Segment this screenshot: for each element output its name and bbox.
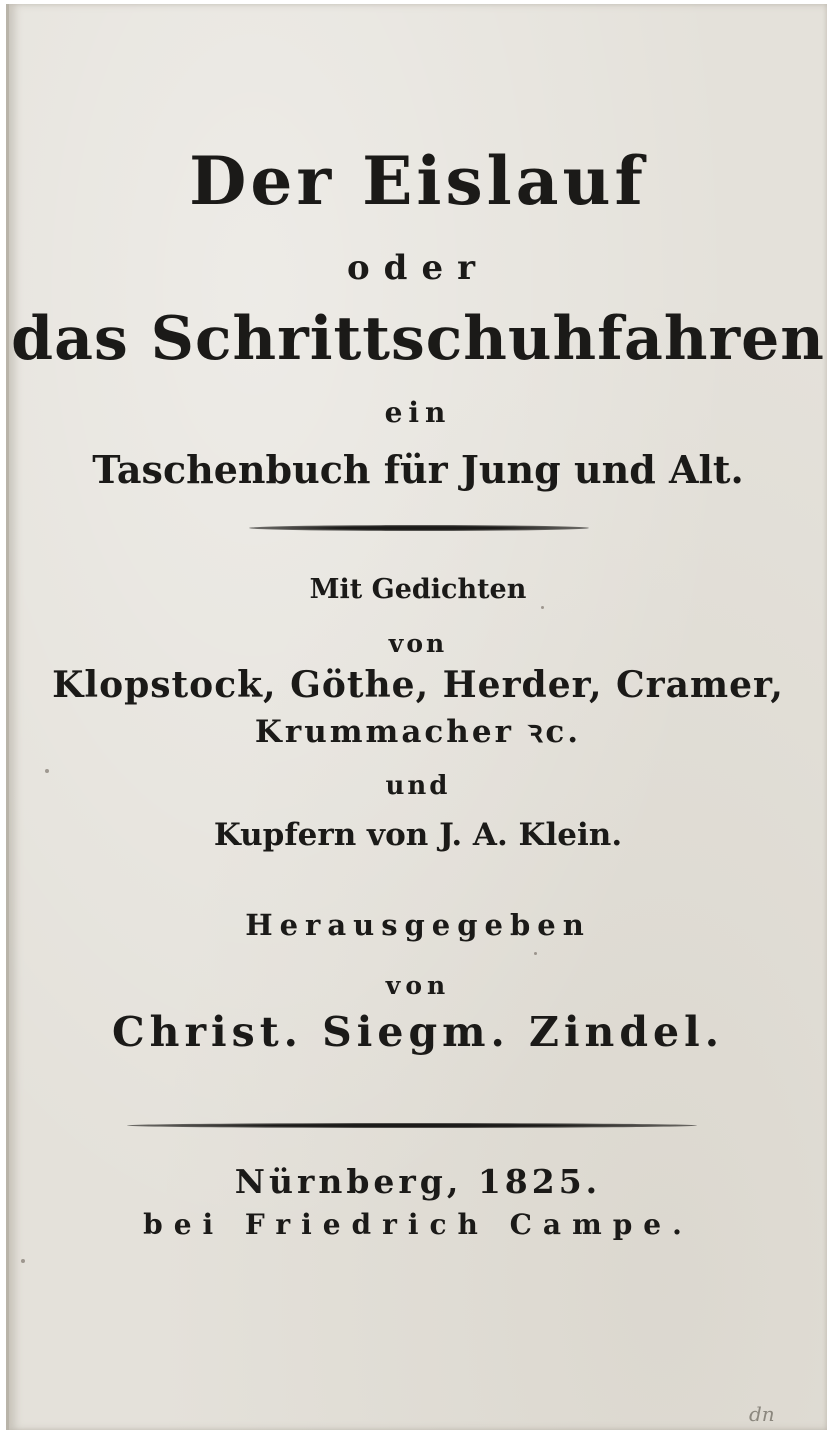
title-page	[6, 4, 827, 1430]
connector-ein: ein	[384, 396, 452, 429]
editor-name: Christ. Siegm. Zindel.	[112, 1008, 724, 1056]
connector-und: und	[385, 771, 451, 801]
contents-intro: Mit Gedichten	[309, 574, 527, 605]
connector-von-2: von	[385, 971, 451, 1000]
paper-speck	[21, 1259, 25, 1263]
ornamental-rule-bottom	[127, 1123, 697, 1128]
title-line-1: Der Eislauf	[189, 142, 647, 220]
engravings-credit: Kupfern von J. A. Klein.	[213, 817, 623, 853]
pencil-annotation: dn	[749, 1402, 775, 1426]
edited-by: Herausgegeben	[245, 908, 591, 942]
publisher: bei Friedrich Campe.	[143, 1208, 693, 1241]
poets-line-2: Krummacher ꝛc.	[254, 714, 582, 750]
connector-oder: oder	[347, 248, 489, 288]
paper-speck	[45, 769, 49, 773]
connector-von-1: von	[388, 629, 448, 658]
subtitle: Taschenbuch für Jung und Alt.	[92, 447, 744, 492]
place-and-year: Nürnberg, 1825.	[234, 1162, 602, 1201]
poets-line-1: Klopstock, Göthe, Herder, Cramer,	[52, 664, 784, 706]
paper-speck	[541, 606, 544, 609]
ornamental-rule-top	[249, 525, 589, 531]
title-line-2: das Schrittschuhfahren	[11, 304, 825, 374]
paper-speck	[534, 952, 537, 955]
